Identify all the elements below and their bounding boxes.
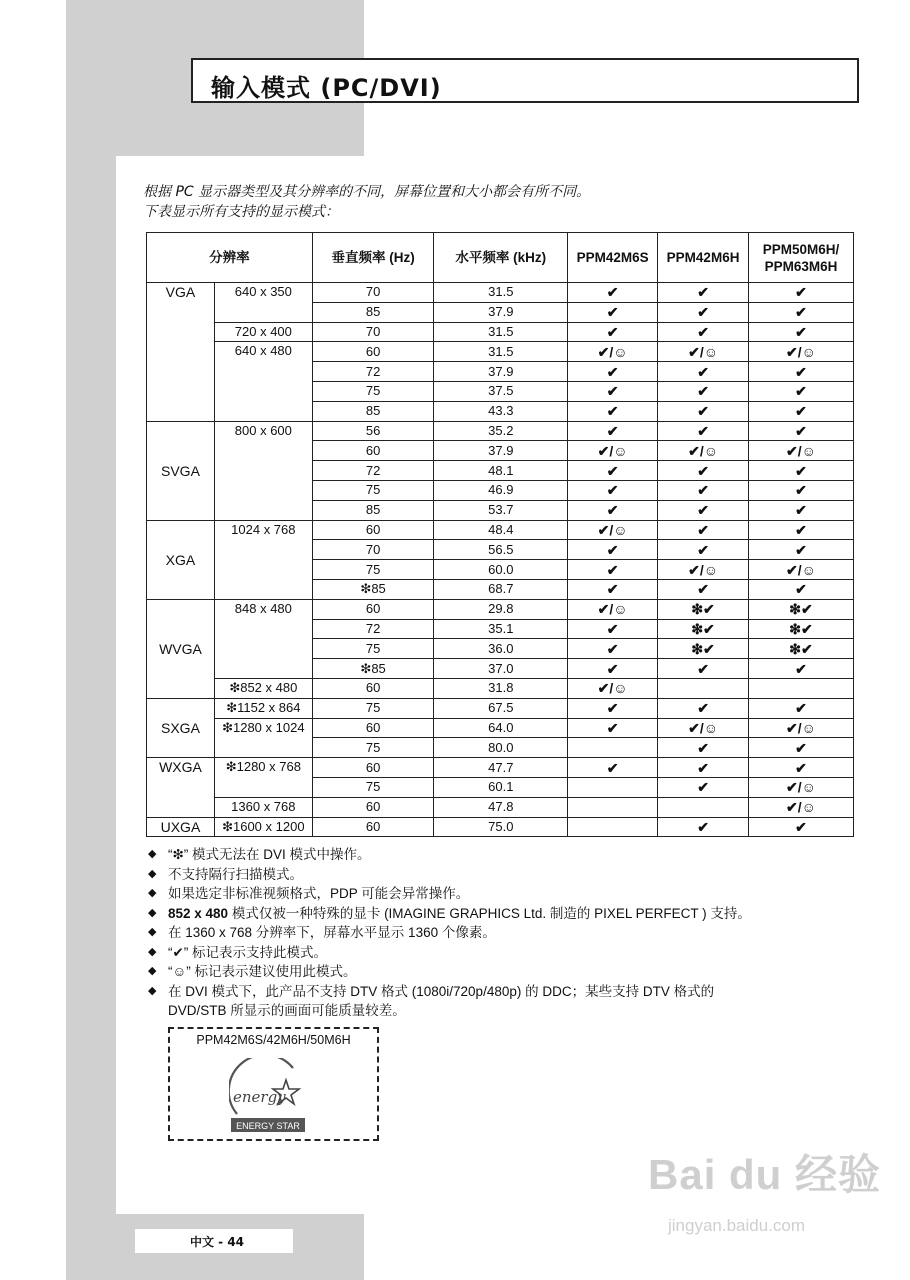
model-c-support-cell: ✔	[749, 381, 854, 401]
model-b-support-cell: ❇✔	[658, 599, 749, 619]
horizontal-frequency-cell: 75.0	[434, 817, 568, 837]
model-c-support-cell: ✔/☺	[749, 441, 854, 461]
diamond-bullet-icon: ◆	[148, 867, 157, 880]
vertical-frequency-cell: 60	[312, 718, 434, 738]
note-body-text: 在 DVI 模式下，此产品不支持 DTV 格式 (1080i/720p/480p) 的 DDC；某些支持 DTV 格式的 DVD/STB 所显示的画面可能质量较差。	[168, 983, 715, 1018]
model-c-support-cell: ❇✔	[749, 619, 854, 639]
model-a-support-cell: ✔/☺	[568, 599, 658, 619]
mode-group-name: XGA	[147, 520, 215, 599]
note-text	[168, 923, 496, 943]
resolution-cell: 848 x 480	[214, 599, 312, 678]
model-c-support-cell: ✔	[749, 698, 854, 718]
resolution-cell: 720 x 400	[214, 322, 312, 342]
model-b-support-cell: ✔	[658, 540, 749, 560]
model-b-support-cell: ✔	[658, 461, 749, 481]
notes-list	[148, 845, 751, 1021]
vertical-frequency-cell: 85	[312, 500, 434, 520]
note-text	[168, 904, 751, 924]
model-b-support-cell: ✔	[658, 421, 749, 441]
horizontal-frequency-cell: 37.0	[434, 659, 568, 679]
model-b-support-cell: ✔/☺	[658, 718, 749, 738]
model-c-support-cell: ✔	[749, 362, 854, 382]
mode-group-name: WXGA	[147, 758, 215, 817]
model-c-support-cell: ✔	[749, 302, 854, 322]
model-a-support-cell: ✔	[568, 560, 658, 580]
model-c-support-cell: ✔/☺	[749, 560, 854, 580]
model-c-support-cell: ✔	[749, 283, 854, 303]
vertical-frequency-cell: 85	[312, 302, 434, 322]
note-item	[148, 845, 751, 865]
horizontal-frequency-cell: 47.7	[434, 758, 568, 778]
model-a-support-cell: ✔	[568, 758, 658, 778]
model-b-support-cell: ✔	[658, 659, 749, 679]
note-text	[168, 943, 327, 963]
resolution-cell: ❇1280 x 768	[214, 758, 312, 798]
table-row	[147, 342, 854, 362]
note-item	[148, 943, 751, 963]
model-b-support-cell: ✔	[658, 401, 749, 421]
horizontal-frequency-cell: 35.2	[434, 421, 568, 441]
horizontal-frequency-cell: 36.0	[434, 639, 568, 659]
vertical-frequency-cell: 60	[312, 599, 434, 619]
horizontal-frequency-cell: 37.9	[434, 441, 568, 461]
model-b-support-cell: ✔	[658, 758, 749, 778]
intro-line-2: 下表显示所有支持的显示模式：	[143, 204, 339, 220]
model-a-support-cell: ✔/☺	[568, 342, 658, 362]
energy-star-label: ENERGY STAR	[236, 1121, 300, 1131]
mode-group-name: SXGA	[147, 698, 215, 757]
vertical-frequency-cell: 72	[312, 461, 434, 481]
horizontal-frequency-cell: 37.9	[434, 302, 568, 322]
vertical-frequency-cell: 56	[312, 421, 434, 441]
vertical-frequency-cell: 60	[312, 797, 434, 817]
mode-group-name: UXGA	[147, 817, 215, 837]
note-body-text: “✔” 标记表示支持此模式。	[168, 944, 328, 960]
vertical-frequency-cell: 70	[312, 283, 434, 303]
horizontal-frequency-cell: 47.8	[434, 797, 568, 817]
model-c-support-cell: ✔	[749, 500, 854, 520]
diamond-bullet-icon: ◆	[148, 906, 157, 919]
header-horizontal-frequency: 水平频率 (kHz)	[434, 233, 568, 283]
table-row	[147, 718, 854, 738]
model-c-support-cell: ✔/☺	[749, 797, 854, 817]
model-b-support-cell: ✔	[658, 283, 749, 303]
horizontal-frequency-cell: 80.0	[434, 738, 568, 758]
vertical-frequency-cell: 60	[312, 817, 434, 837]
model-b-support-cell: ❇✔	[658, 619, 749, 639]
horizontal-frequency-cell: 56.5	[434, 540, 568, 560]
model-c-support-cell: ✔	[749, 401, 854, 421]
note-item	[148, 962, 751, 982]
model-a-support-cell	[568, 738, 658, 758]
model-b-support-cell: ✔/☺	[658, 560, 749, 580]
model-c-support-cell: ✔/☺	[749, 342, 854, 362]
note-text	[168, 884, 469, 904]
energy-star-models: PPM42M6S/42M6H/50M6H	[196, 1033, 351, 1047]
note-item	[148, 904, 751, 924]
model-b-support-cell	[658, 678, 749, 698]
model-a-support-cell	[568, 777, 658, 797]
note-text	[168, 865, 303, 885]
vertical-frequency-cell: ❇85	[312, 659, 434, 679]
horizontal-frequency-cell: 29.8	[434, 599, 568, 619]
model-a-support-cell: ✔	[568, 698, 658, 718]
horizontal-frequency-cell: 31.5	[434, 283, 568, 303]
model-c-support-cell	[749, 678, 854, 698]
model-c-support-cell: ✔	[749, 461, 854, 481]
note-text	[168, 962, 357, 982]
vertical-frequency-cell: 75	[312, 777, 434, 797]
watermark-url: jingyan.baidu.com	[668, 1216, 806, 1235]
horizontal-frequency-cell: 67.5	[434, 698, 568, 718]
note-body-text: 不支持隔行扫描模式。	[168, 866, 303, 882]
model-b-support-cell: ✔/☺	[658, 441, 749, 461]
model-b-support-cell: ✔	[658, 381, 749, 401]
table-row	[147, 421, 854, 441]
model-a-support-cell: ✔	[568, 639, 658, 659]
resolution-cell: 800 x 600	[214, 421, 312, 520]
model-a-support-cell: ✔	[568, 500, 658, 520]
note-body-text: “❇” 模式无法在 DVI 模式中操作。	[168, 847, 371, 862]
horizontal-frequency-cell: 46.9	[434, 480, 568, 500]
mode-group-name: WVGA	[147, 599, 215, 698]
table-row	[147, 520, 854, 540]
note-body-text: 在 1360 x 768 分辨率下，屏幕水平显示 1360 个像素。	[168, 925, 496, 940]
header-model-c: PPM50M6H/ PPM63M6H	[749, 233, 854, 283]
page-title: 输入模式 (PC/DVI)	[211, 74, 442, 102]
table-row	[147, 283, 854, 303]
model-c-support-cell: ✔	[749, 421, 854, 441]
model-a-support-cell: ✔/☺	[568, 441, 658, 461]
vertical-frequency-cell: 75	[312, 381, 434, 401]
model-a-support-cell	[568, 817, 658, 837]
table-row	[147, 599, 854, 619]
model-a-support-cell: ✔	[568, 619, 658, 639]
model-c-support-cell: ✔	[749, 540, 854, 560]
model-c-support-cell: ✔/☺	[749, 718, 854, 738]
diamond-bullet-icon: ◆	[148, 887, 157, 899]
horizontal-frequency-cell: 35.1	[434, 619, 568, 639]
energy-star-script: energy	[233, 1088, 286, 1106]
model-c-support-cell: ✔	[749, 579, 854, 599]
header-resolution: 分辨率	[147, 233, 313, 283]
model-c-support-cell: ✔	[749, 520, 854, 540]
model-a-support-cell: ✔	[568, 421, 658, 441]
vertical-frequency-cell: 70	[312, 322, 434, 342]
watermark-logo: Bai du 经验	[648, 1151, 882, 1198]
diamond-bullet-icon: ◆	[148, 965, 157, 977]
model-a-support-cell: ✔	[568, 579, 658, 599]
note-item	[148, 923, 751, 943]
vertical-frequency-cell: 85	[312, 401, 434, 421]
resolution-cell: 640 x 480	[214, 342, 312, 421]
model-a-support-cell: ✔	[568, 401, 658, 421]
model-c-support-cell: ❇✔	[749, 639, 854, 659]
table-row	[147, 678, 854, 698]
table-row	[147, 698, 854, 718]
vertical-frequency-cell: 75	[312, 738, 434, 758]
horizontal-frequency-cell: 60.1	[434, 777, 568, 797]
horizontal-frequency-cell: 37.9	[434, 362, 568, 382]
model-a-support-cell	[568, 797, 658, 817]
model-b-support-cell: ✔	[658, 579, 749, 599]
model-a-support-cell: ✔/☺	[568, 678, 658, 698]
model-c-support-cell: ✔	[749, 659, 854, 679]
table-header-row	[147, 233, 854, 283]
vertical-frequency-cell: 60	[312, 758, 434, 778]
vertical-frequency-cell: 60	[312, 441, 434, 461]
model-b-support-cell: ✔	[658, 322, 749, 342]
note-bold-text: 852 x 480	[168, 905, 229, 921]
horizontal-frequency-cell: 64.0	[434, 718, 568, 738]
resolution-cell: 1024 x 768	[214, 520, 312, 599]
horizontal-frequency-cell: 68.7	[434, 579, 568, 599]
model-b-support-cell: ✔	[658, 698, 749, 718]
horizontal-frequency-cell: 31.8	[434, 678, 568, 698]
gray-sidebar-left	[66, 156, 116, 1280]
table-row	[147, 797, 854, 817]
table-row	[147, 322, 854, 342]
horizontal-frequency-cell: 53.7	[434, 500, 568, 520]
diamond-bullet-icon: ◆	[148, 984, 157, 997]
vertical-frequency-cell: 60	[312, 678, 434, 698]
model-a-support-cell: ✔	[568, 718, 658, 738]
model-a-support-cell: ✔	[568, 302, 658, 322]
vertical-frequency-cell: 75	[312, 698, 434, 718]
horizontal-frequency-cell: 43.3	[434, 401, 568, 421]
vertical-frequency-cell: 72	[312, 362, 434, 382]
horizontal-frequency-cell: 48.1	[434, 461, 568, 481]
model-a-support-cell: ✔	[568, 381, 658, 401]
resolution-cell: ❇1280 x 1024	[214, 718, 312, 758]
title-box	[191, 58, 859, 103]
model-a-support-cell: ✔	[568, 322, 658, 342]
note-text	[168, 845, 371, 865]
note-body-text: 如果选定非标准视频格式，PDP 可能会异常操作。	[168, 886, 470, 901]
model-b-support-cell	[658, 797, 749, 817]
page-number-box	[135, 1229, 293, 1253]
model-c-support-cell: ✔	[749, 322, 854, 342]
model-a-support-cell: ✔	[568, 283, 658, 303]
model-b-support-cell: ✔	[658, 500, 749, 520]
header-model-a: PPM42M6S	[568, 233, 658, 283]
model-c-support-cell: ✔	[749, 817, 854, 837]
model-b-support-cell: ✔	[658, 362, 749, 382]
vertical-frequency-cell: 60	[312, 342, 434, 362]
watermark	[648, 1142, 881, 1236]
diamond-bullet-icon: ◆	[148, 945, 157, 958]
horizontal-frequency-cell: 37.5	[434, 381, 568, 401]
note-item	[148, 982, 751, 1021]
horizontal-frequency-cell: 31.5	[434, 342, 568, 362]
header-vertical-frequency: 垂直频率 (Hz)	[312, 233, 434, 283]
energy-star-logo	[229, 1058, 307, 1134]
model-b-support-cell: ✔	[658, 302, 749, 322]
note-body-text: “☺” 标记表示建议使用此模式。	[168, 964, 357, 979]
resolution-cell: ❇1600 x 1200	[214, 817, 312, 837]
vertical-frequency-cell: ❇85	[312, 579, 434, 599]
diamond-bullet-icon: ◆	[148, 926, 157, 938]
diamond-bullet-icon: ◆	[148, 848, 157, 860]
horizontal-frequency-cell: 60.0	[434, 560, 568, 580]
model-a-support-cell: ✔	[568, 659, 658, 679]
resolution-cell: ❇852 x 480	[214, 678, 312, 698]
note-item	[148, 884, 751, 904]
model-a-support-cell: ✔	[568, 540, 658, 560]
model-b-support-cell: ✔	[658, 480, 749, 500]
table-row	[147, 758, 854, 778]
horizontal-frequency-cell: 48.4	[434, 520, 568, 540]
model-a-support-cell: ✔	[568, 480, 658, 500]
model-b-support-cell: ✔	[658, 817, 749, 837]
model-b-support-cell: ❇✔	[658, 639, 749, 659]
page-number: 中文 - 44	[190, 1235, 245, 1249]
model-c-support-cell: ✔	[749, 738, 854, 758]
vertical-frequency-cell: 70	[312, 540, 434, 560]
model-a-support-cell: ✔	[568, 362, 658, 382]
vertical-frequency-cell: 72	[312, 619, 434, 639]
resolution-cell: 640 x 350	[214, 283, 312, 323]
vertical-frequency-cell: 75	[312, 560, 434, 580]
vertical-frequency-cell: 75	[312, 639, 434, 659]
horizontal-frequency-cell: 31.5	[434, 322, 568, 342]
model-a-support-cell: ✔/☺	[568, 520, 658, 540]
display-modes-table	[146, 232, 854, 837]
model-c-support-cell: ✔	[749, 758, 854, 778]
model-a-support-cell: ✔	[568, 461, 658, 481]
note-item	[148, 865, 751, 885]
resolution-cell: 1360 x 768	[214, 797, 312, 817]
intro-line-1: 根据 PC 显示器类型及其分辨率的不同，屏幕位置和大小都会有所不同。	[143, 184, 591, 200]
model-c-support-cell: ✔/☺	[749, 777, 854, 797]
intro-text	[143, 182, 590, 222]
model-b-support-cell: ✔	[658, 520, 749, 540]
vertical-frequency-cell: 75	[312, 480, 434, 500]
header-model-b: PPM42M6H	[658, 233, 749, 283]
model-c-support-cell: ✔	[749, 480, 854, 500]
model-b-support-cell: ✔	[658, 777, 749, 797]
model-b-support-cell: ✔/☺	[658, 342, 749, 362]
mode-group-name: VGA	[147, 283, 215, 422]
note-body-text: 模式仅被一种特殊的显卡 (IMAGINE GRAPHICS Ltd. 制造的 PIXEL PERFECT ) 支持。	[228, 905, 751, 921]
vertical-frequency-cell: 60	[312, 520, 434, 540]
table-row	[147, 817, 854, 837]
model-c-support-cell: ❇✔	[749, 599, 854, 619]
table-body	[147, 283, 854, 837]
mode-group-name: SVGA	[147, 421, 215, 520]
resolution-cell: ❇1152 x 864	[214, 698, 312, 718]
note-text	[168, 982, 714, 1021]
model-b-support-cell: ✔	[658, 738, 749, 758]
